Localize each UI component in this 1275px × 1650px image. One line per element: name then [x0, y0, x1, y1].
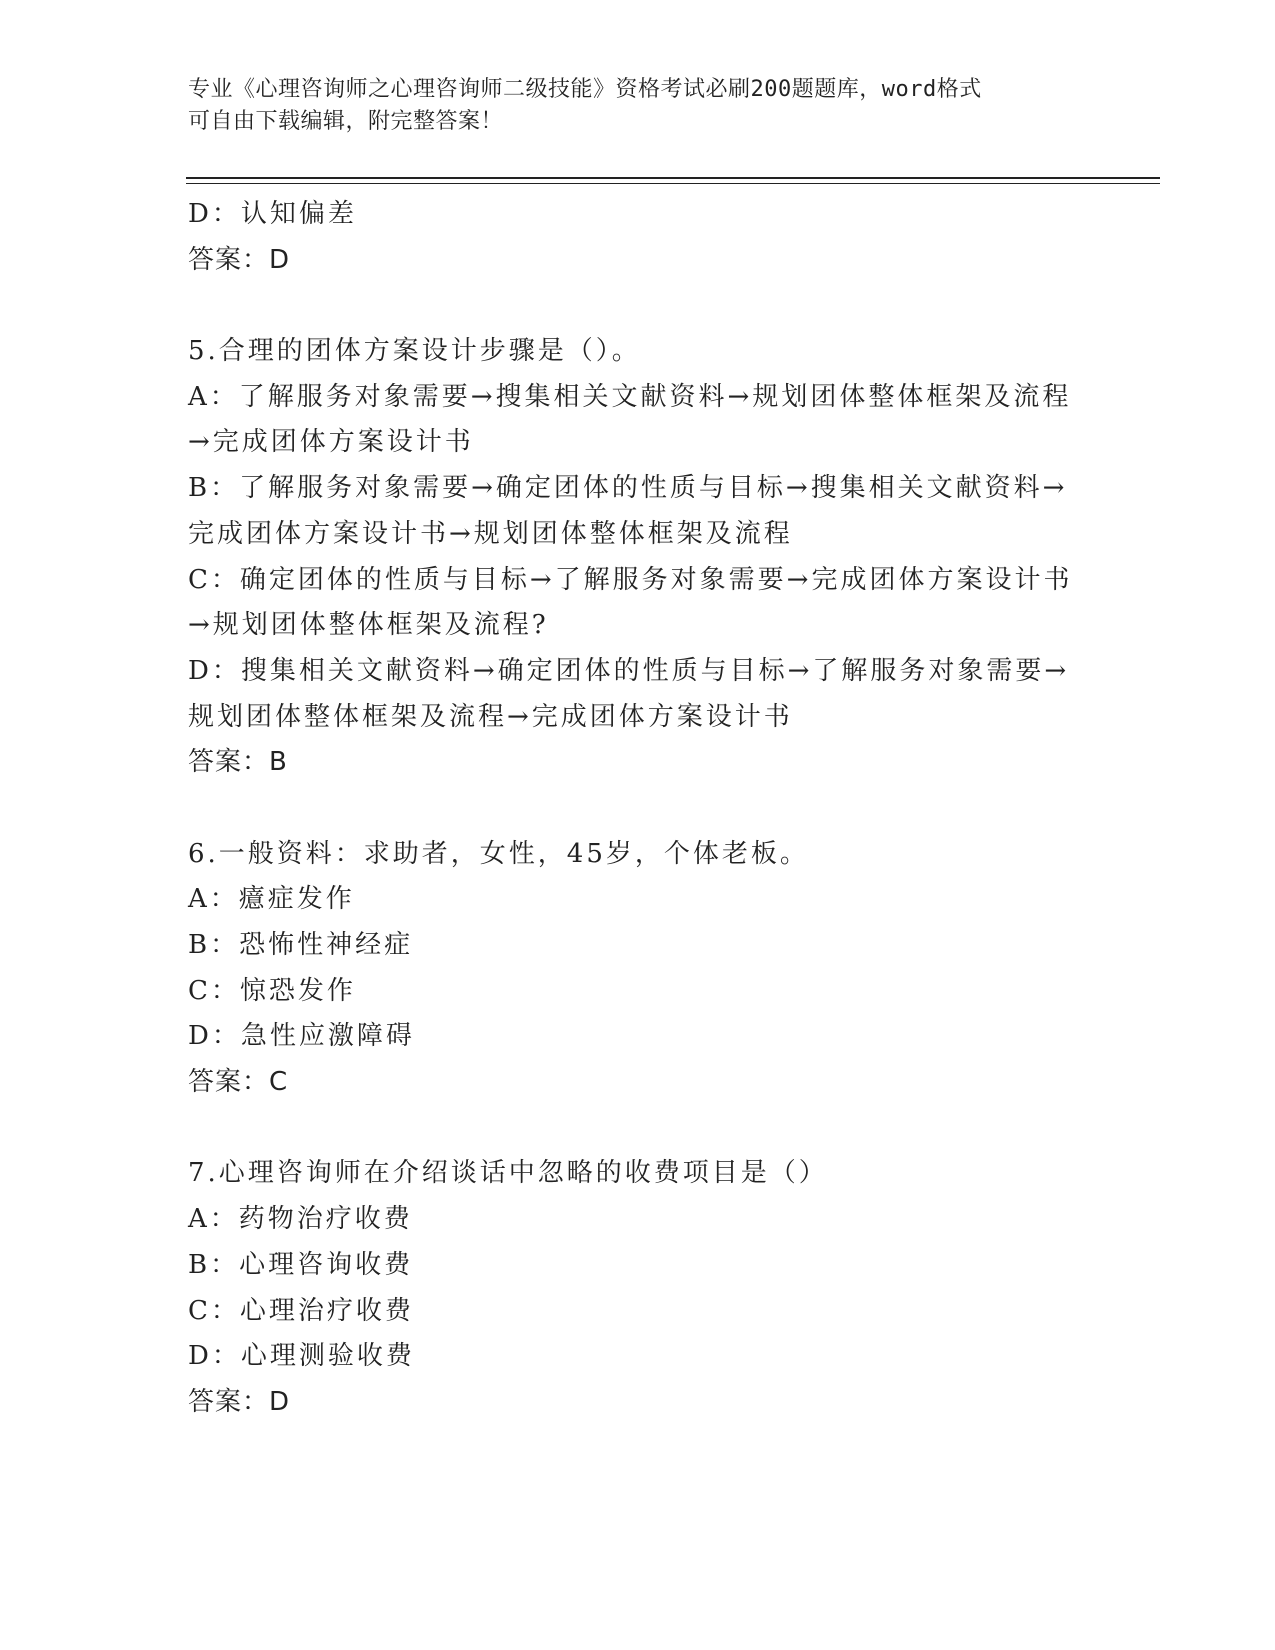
header-title-line-1: 专业《心理咨询师之心理咨询师二级技能》资格考试必刷200题题库，word格式 [188, 77, 982, 102]
document-body [188, 192, 1088, 1426]
question-stem: 6.一般资料：求助者，女性，45岁，个体老板。 [188, 838, 809, 869]
option-b-continued: 完成团体方案设计书→规划团体整体框架及流程 [188, 518, 793, 549]
spacer [188, 283, 1088, 329]
question-7 [188, 1151, 1088, 1425]
option-b: B：心理咨询收费 [188, 1249, 414, 1280]
option-a: A：癔症发作 [188, 884, 355, 915]
option-d: D：心理测验收费 [188, 1341, 415, 1372]
answer-line: 答案：C [188, 1067, 289, 1098]
answer-line: 答案：D [188, 244, 291, 275]
option-d: D：搜集相关文献资料→确定团体的性质与目标→了解服务对象需要→ [188, 655, 1070, 686]
option-d: D：认知偏差 [188, 199, 357, 229]
previous-question-tail [188, 192, 1088, 283]
header-divider-thin [186, 183, 1160, 184]
question-stem: 7.心理咨询师在介绍谈话中忽略的收费项目是（） [188, 1158, 828, 1189]
option-a-continued: →完成团体方案设计书 [188, 427, 474, 458]
header-divider-thick [186, 177, 1160, 179]
option-b: B：恐怖性神经症 [188, 930, 414, 960]
spacer [188, 786, 1088, 832]
option-c-continued: →规划团体整体框架及流程? [188, 610, 549, 641]
option-d: D：急性应激障碍 [188, 1021, 415, 1052]
header-title-line-2: 可自由下载编辑，附完整答案！ [188, 109, 504, 134]
question-5 [188, 329, 1088, 786]
option-a: A：药物治疗收费 [188, 1204, 413, 1235]
option-c: C：确定团体的性质与目标→了解服务对象需要→完成团体方案设计书 [188, 564, 1073, 595]
question-stem: 5.合理的团体方案设计步骤是（）。 [188, 336, 641, 367]
question-6 [188, 832, 1088, 1106]
document-header [188, 74, 1068, 138]
option-c: C：惊恐发作 [188, 975, 356, 1006]
option-a: A：了解服务对象需要→搜集相关文献资料→规划团体整体框架及流程 [188, 381, 1072, 412]
option-d-continued: 规划团体整体框架及流程→完成团体方案设计书 [188, 701, 793, 732]
spacer [188, 1106, 1088, 1152]
answer-line: 答案：B [188, 747, 288, 778]
option-c: C：心理治疗收费 [188, 1295, 414, 1326]
option-b: B：了解服务对象需要→确定团体的性质与目标→搜集相关文献资料→ [188, 473, 1068, 504]
answer-line: 答案：D [188, 1386, 291, 1417]
